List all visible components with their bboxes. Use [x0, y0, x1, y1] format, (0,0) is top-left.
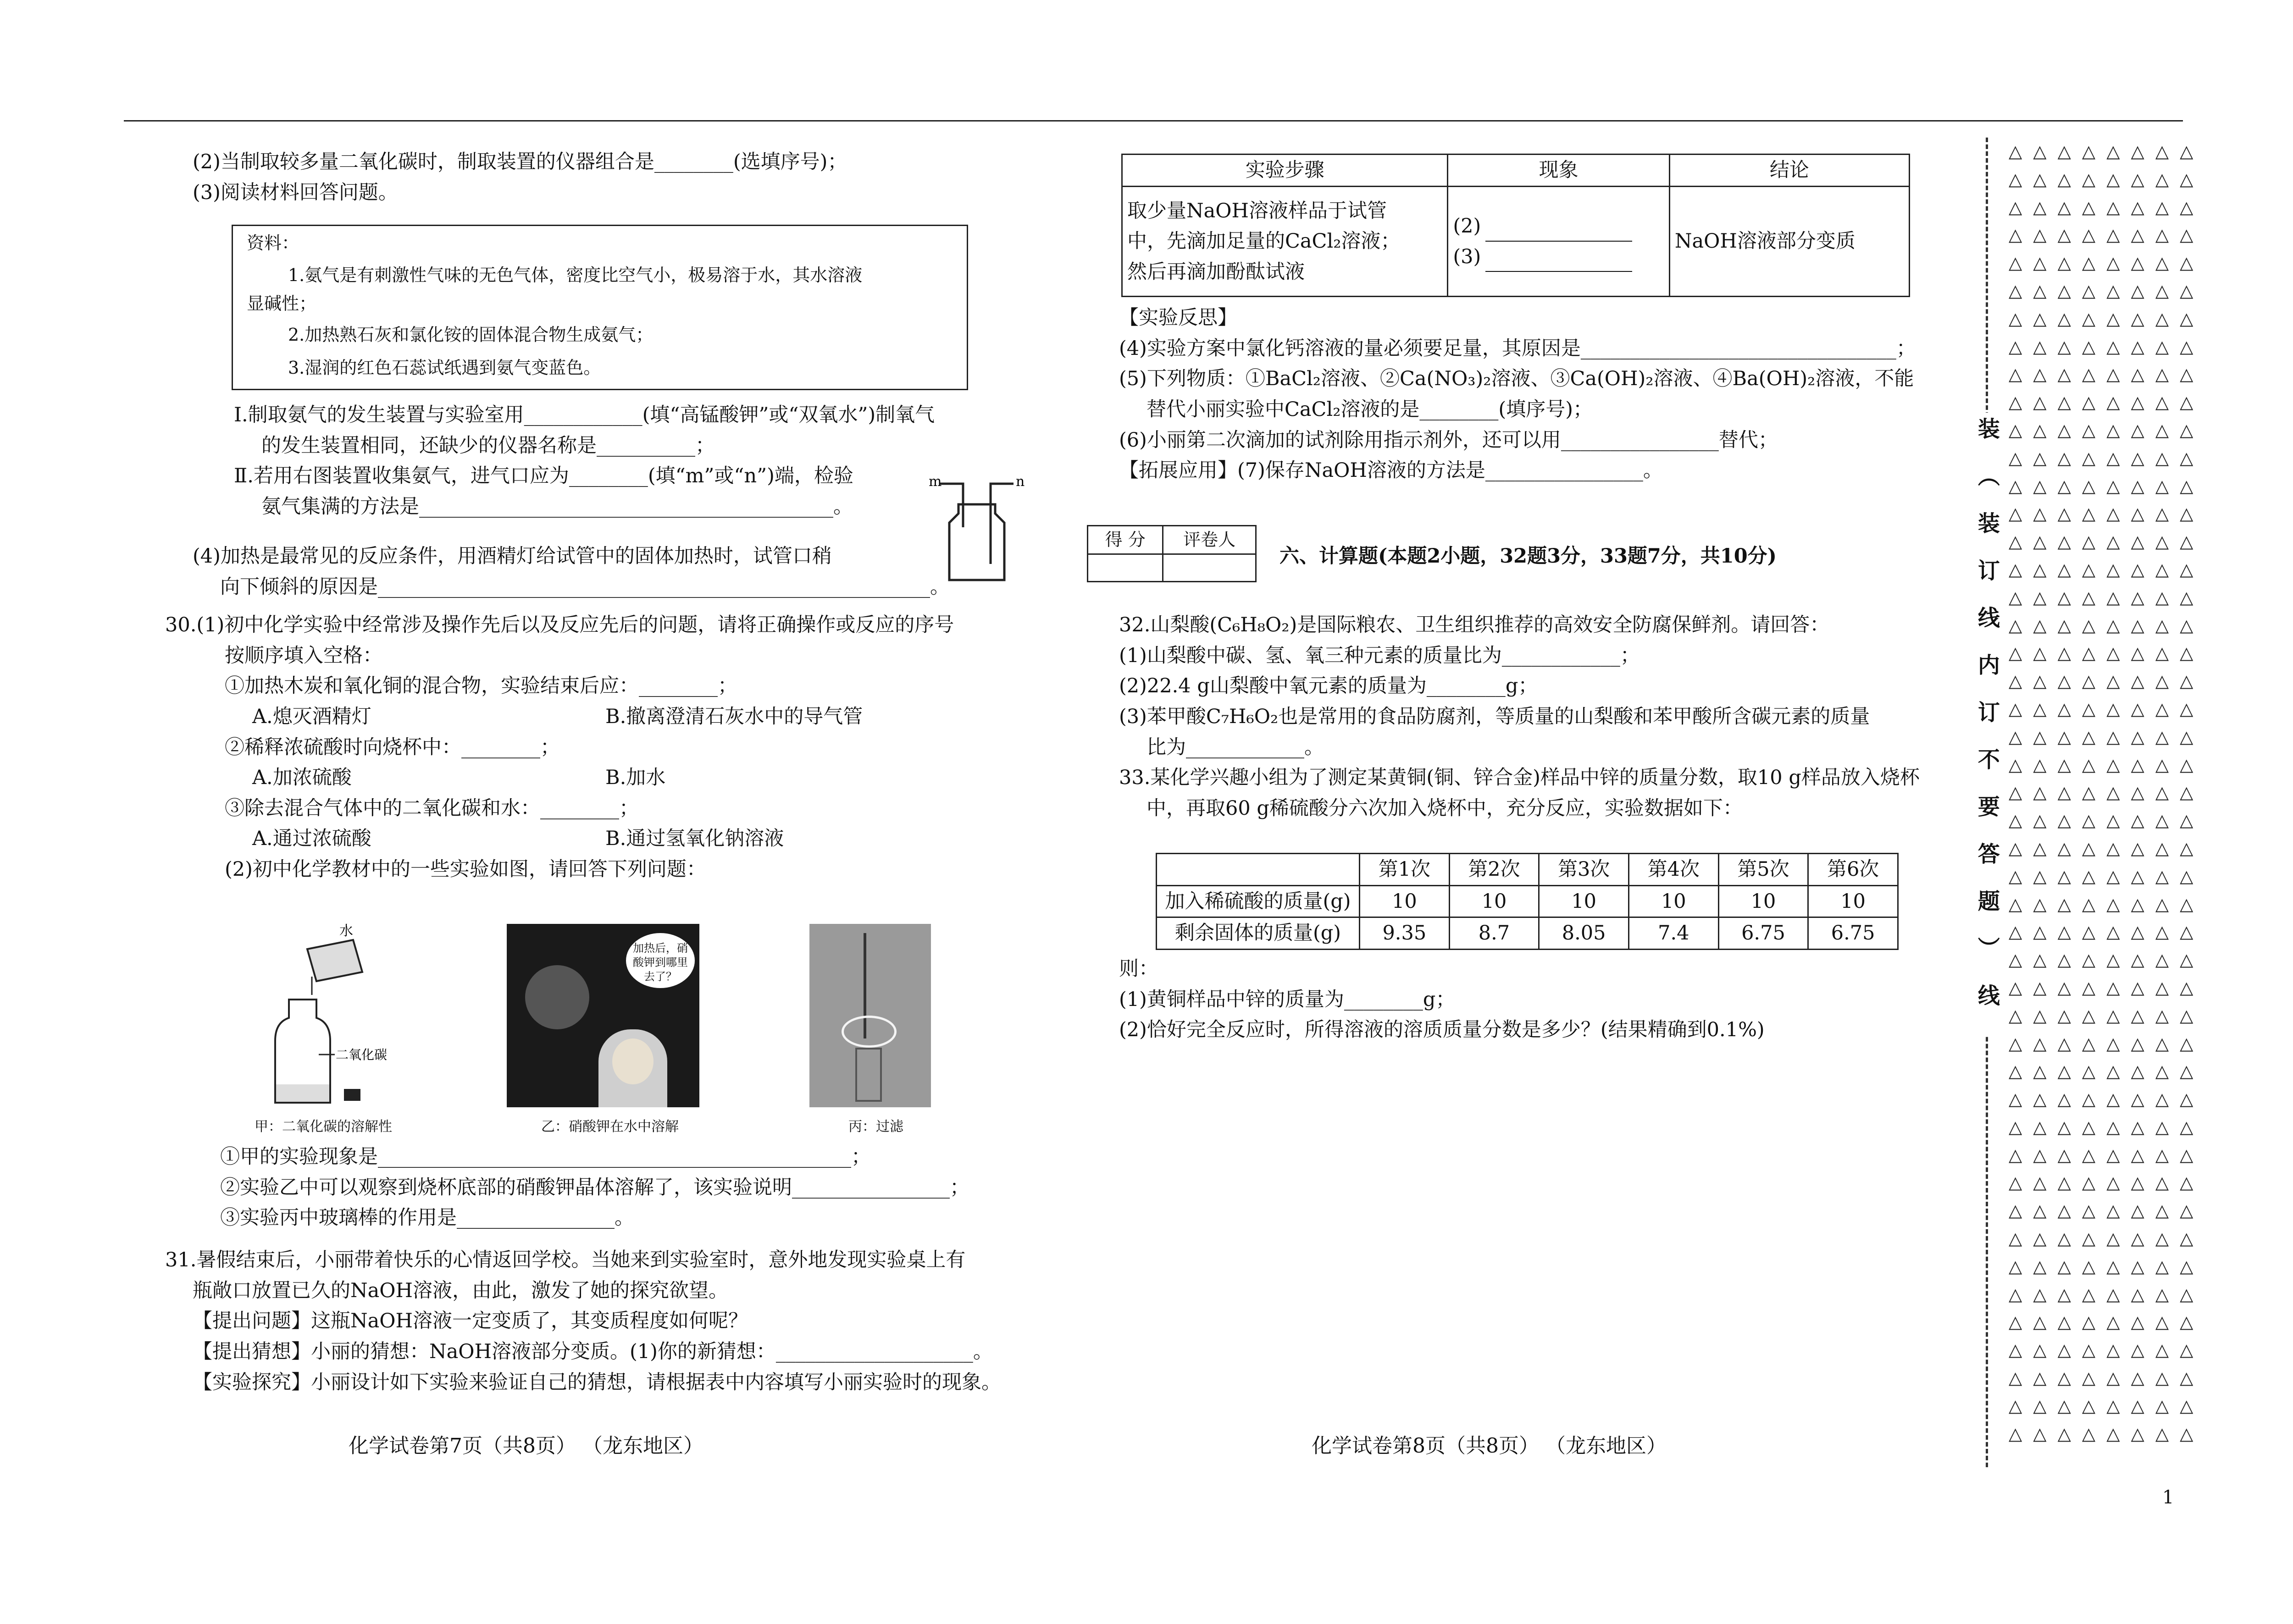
q29-part3: (3)阅读材料回答问题。 [193, 181, 398, 204]
figure-yi-photo [507, 924, 699, 1107]
co2-label: 二氧化碳 [336, 1047, 388, 1062]
q33-data-table [1156, 853, 1899, 950]
table-header-conclusion: 结论 [1669, 155, 1909, 187]
caption-bing: 丙：过滤 [848, 1119, 903, 1135]
figure-jia [257, 922, 408, 1114]
table-header-steps: 实验步骤 [1122, 155, 1448, 187]
right-footer: 化学试卷第8页（共8页） （龙东地区） [1312, 1434, 1667, 1458]
col-header-1: 第1次 [1360, 854, 1450, 886]
solid-mass-1: 9.35 [1360, 917, 1450, 950]
q32-part3: (3)苯甲酸C₇H₆O₂也是常用的食品防腐剂，等质量的山梨酸和苯甲酸所含碳元素的质量 [1119, 705, 1870, 728]
q30-2-option-a: A.加浓硫酸 [252, 766, 352, 790]
q29-ii-line1: Ⅱ.若用右图装置收集氨气，进气口应为________(填“m”或“n”)端，检验 [234, 464, 853, 488]
score-label: 得 分 [1088, 526, 1163, 554]
caption-yi: 乙：硝酸钾在水中溶解 [541, 1119, 679, 1135]
col-header-5: 第5次 [1718, 854, 1808, 886]
col-header-3: 第3次 [1539, 854, 1629, 886]
caption-jia: 甲：二氧化碳的溶解性 [255, 1119, 392, 1135]
q31-reflection [1119, 303, 1990, 486]
acid-mass-1: 10 [1360, 885, 1450, 917]
triangle-pattern: △ △ △ △ △ △ △ △ △ △ △ △ △ △ △ △ △ △ △ △ △ △ △ △ △ △ △ △ △ △ △ △ △ △ △ △ △ △ △ △ △ △ △ △ △ △ △ △ △ △ △ △ △ △ △ △ △ △ △ △ △ △ △ △ △ △ △ △ △ △ △ △ △ △ △ △ △ △ △ △ △ △ △ △ △ △ △ △ △ △ △ △ △ △ △ △ △ △ △ △ △ △ △ △ △ △ △ △ △ △ △ △ △ △ △ △ △ △ △ △ △ △ △ △ △ △ △ △ △ △ △ △ △ △ △ △ △ △ △ △ △ △ △ △ △ △ △ △ △ △ △ △ △ △ △ △ △ △ △ △ △ △ △ △ △ △ △ △ △ △ △ △ △ △ △ △ △ △ △ △ △ △ △ △ △ △ △ △ △ △ △ △ △ △ △ △ △ △ △ △ △ △ △ △ △ △ △ △ △ △ △ △ △ △ △ △ △ △ △ △ △ △ △ △ △ △ △ △ △ △ △ △ △ △ △ △ △ △ △ △ △ △ △ △ △ △ △ △ △ △ △ △ △ △ △ △ △ △ △ △ △ △ △ △ △ △ △ △ △ △ △ △ △ △ △ △ △ △ △ △ △ △ △ △ △ △ △ △ △ △ △ △ △ △ △ △ △ △ △ △ △ △ △ △ △ △ △ △ △ △ △ △ △ △ △ △ △ △ △ △ △ △ △ △ △ △ △ △ △ △ △ △ △ △ △ △ △ △ △ △ △ △ △ △ △ △ △ △ △ △ △ △ △ △ △ △ △ △ △ △ △ △ △ △ △ △ △ △ △ △ △ △ △ △ △ △ [2009, 141, 2196, 1444]
q31-intro-cont: 瓶敞口放置已久的NaOH溶液，由此，激发了她的探究欲望。 [193, 1279, 729, 1302]
q29-p4-line1: (4)加热是最常见的反应条件，用酒精灯给试管中的固体加热时，试管口稍 [193, 545, 832, 568]
q33-then: 则： [1119, 957, 1158, 980]
q33-questions [1119, 954, 1990, 1045]
q30-item-2: ②稀释浓硫酸时向烧杯中：________； [225, 735, 560, 759]
row-label-acid: 加入稀硫酸的质量(g) [1157, 885, 1360, 917]
q31-hypothesis: 【提出猜想】小丽的猜想：NaOH溶液部分变质。(1)你的新猜想：____________________。 [193, 1340, 993, 1363]
table-phenomenon-3: (3) [1453, 245, 1481, 268]
resource-title: 资料： [247, 233, 299, 253]
q30-item-2-options [165, 762, 1036, 793]
table-step-line-1: 取少量NaOH溶液样品于试管 [1127, 199, 1387, 222]
q30-1-option-b: B.撤离澄清石灰水中的导气管 [605, 705, 863, 728]
col-header-2: 第2次 [1449, 854, 1539, 886]
water-label: 水 [339, 923, 353, 939]
m-label: m [929, 474, 942, 490]
section-6-title: 六、计算题(本题2小题，32题3分，33题7分，共10分) [1279, 545, 1777, 568]
q30-part2: (2)初中化学教材中的一些实验如图，请回答下列问题： [225, 858, 706, 881]
left-footer: 化学试卷第7页（共8页） （龙东地区） [349, 1434, 703, 1458]
q33-part2: (2)恰好完全反应时，所得溶液的溶质质量分数是多少？(结果精确到0.1%) [1119, 1018, 1765, 1042]
left-page [193, 147, 1027, 208]
table-header-phenomenon: 现象 [1448, 155, 1669, 187]
n-label: n [1016, 474, 1025, 490]
q30-intro: 30.(1)初中化学实验中经常涉及操作先后以及反应先后的问题，请将正确操作或反应的序号 [165, 613, 954, 636]
q29-ii-line2: 氨气集满的方法是__________________________________________。 [261, 495, 853, 518]
q29-i-line1: Ⅰ.制取氨气的发生装置与实验室用____________(填“高锰酸钾”或“双氧水”)制氧气 [234, 403, 935, 426]
solid-mass-6: 6.75 [1808, 917, 1898, 950]
acid-mass-2: 10 [1449, 885, 1539, 917]
q31-question: 【提出问题】这瓶NaOH溶液一定变质了，其变质程度如何呢？ [193, 1309, 748, 1333]
solid-mass-3: 8.05 [1539, 917, 1629, 950]
q30-answer-3: ③实验丙中玻璃棒的作用是________________。 [220, 1206, 634, 1230]
reflection-q6: (6)小丽第二次滴加的试剂除用指示剂外，还可以用________________替代； [1119, 428, 1778, 452]
q32-part3-cont: 比为____________。 [1146, 735, 1324, 759]
experiment-table [1121, 154, 1910, 297]
table-corner [1157, 854, 1360, 886]
solid-mass-4: 7.4 [1628, 917, 1718, 950]
table-step-line-2: 中，先滴加足量的CaCl₂溶液； [1127, 230, 1401, 253]
q30-3-option-b: B.通过氢氧化钠溶液 [605, 827, 784, 851]
q30-2-option-b: B.加水 [605, 766, 666, 790]
acid-mass-3: 10 [1539, 885, 1629, 917]
phenomenon-3-blank [1485, 251, 1632, 272]
extension-q7: 【拓展应用】(7)保存NaOH溶液的方法是________________。 [1119, 459, 1663, 482]
row-label-solid: 剩余固体的质量(g) [1157, 917, 1360, 950]
q32-part2: (2)22.4 g山梨酸中氧元素的质量为________g； [1119, 674, 1538, 698]
q33-part1: (1)黄铜样品中锌的质量为________g； [1119, 988, 1456, 1011]
q29-part4 [193, 541, 1027, 602]
q32-block [1119, 610, 1990, 823]
reflection-q5-cont: 替代小丽实验中CaCl₂溶液的是________(填序号)； [1146, 398, 1593, 421]
q32-intro: 32.山梨酸(C₆H₈O₂)是国际粮农、卫生组织推荐的高效安全防腐保鲜剂。请回答： [1119, 613, 1830, 636]
q31-block [165, 1245, 1036, 1398]
q29-part2: (2)当制取较多量二氧化碳时，制取装置的仪器组合是________(选填序号)； [193, 150, 847, 173]
q31-intro: 31.暑假结束后，小丽带着快乐的心情返回学校。当她来到实验室时，意外地发现实验桌上有 [165, 1248, 966, 1271]
reflection-q4: (4)实验方案中氯化钙溶液的量必须要足量，其原因是________________________________； [1119, 337, 1916, 360]
solid-mass-5: 6.75 [1718, 917, 1808, 950]
q32-part1: (1)山梨酸中碳、氢、氧三种元素的质量比为____________； [1119, 644, 1640, 667]
acid-mass-5: 10 [1718, 885, 1808, 917]
top-rule [124, 120, 2183, 122]
q30-answers [220, 1142, 1055, 1233]
q31-experiment: 【实验探究】小丽设计如下实验来验证自己的猜想，请根据表中内容填写小丽实验时的现象。 [193, 1370, 1001, 1394]
q30-answer-1: ①甲的实验现象是________________________________________________； [220, 1145, 871, 1168]
q30-1-option-a: A.熄灭酒精灯 [252, 705, 371, 728]
acid-mass-4: 10 [1628, 885, 1718, 917]
q30-intro-cont: 按顺序填入空格： [225, 644, 382, 667]
resource-item-2: 2.加热熟石灰和氯化铵的固体混合物生成氨气； [288, 325, 654, 345]
resource-item-1: 1.氨气是有刺激性气味的无色气体，密度比空气小，极易溶于水，其水溶液 [288, 265, 863, 285]
q29-p4-line2: 向下倾斜的原因是________________________________________________________。 [220, 575, 950, 598]
col-header-4: 第4次 [1628, 854, 1718, 886]
solid-mass-2: 8.7 [1449, 917, 1539, 950]
q30-item-3-options [165, 823, 1036, 854]
page-number: 1 [2162, 1487, 2174, 1508]
q29-i-line2: 的发生装置相同，还缺少的仪器名称是__________； [261, 434, 715, 457]
grader-label: 评卷人 [1163, 526, 1256, 554]
q33-intro-cont: 中，再取60 g稀硫酸分六次加入烧杯中，充分反应，实验数据如下： [1146, 796, 1743, 820]
q30-item-1-options [165, 702, 1036, 732]
binding-text: 装（装订线内订不要答题）线 [1970, 413, 2004, 1036]
figure-bing-photo [809, 924, 931, 1107]
table-step-line-3: 然后再滴加酚酞试液 [1127, 260, 1305, 283]
resource-item-3: 3.湿润的红色石蕊试纸遇到氨气变蓝色。 [288, 358, 601, 378]
score-box [1087, 525, 1257, 582]
table-conclusion: NaOH溶液部分变质 [1669, 187, 1909, 297]
q30-3-option-a: A.通过浓硫酸 [252, 827, 371, 851]
phenomenon-2-blank [1485, 221, 1632, 242]
speech-bubble: 加热后，硝酸钾到哪里去了？ [626, 933, 695, 988]
q33-intro: 33.某化学兴趣小组为了测定某黄铜(铜、锌合金)样品中锌的质量分数，取10 g样品放入烧杯 [1119, 766, 1920, 790]
reflection-heading: 【实验反思】 [1119, 306, 1237, 329]
table-phenomenon-2: (2) [1453, 214, 1481, 238]
resource-item-1-cont: 显碱性； [247, 293, 317, 314]
resource-box [232, 225, 968, 390]
q30-item-3: ③除去混合气体中的二氧化碳和水：________； [225, 796, 639, 820]
reflection-q5: (5)下列物质：①BaCl₂溶液、②Ca(NO₃)₂溶液、③Ca(OH)₂溶液、④Ba(OH)₂溶液，不能 [1119, 367, 1914, 391]
q30-item-1: ①加热木炭和氧化铜的混合物，实验结束后应：________； [225, 674, 737, 698]
acid-mass-6: 10 [1808, 885, 1898, 917]
q30-block [165, 610, 1036, 885]
col-header-6: 第6次 [1808, 854, 1898, 886]
q30-answer-2: ②实验乙中可以观察到烧杯底部的硝酸钾晶体溶解了，该实验说明________________； [220, 1176, 969, 1199]
